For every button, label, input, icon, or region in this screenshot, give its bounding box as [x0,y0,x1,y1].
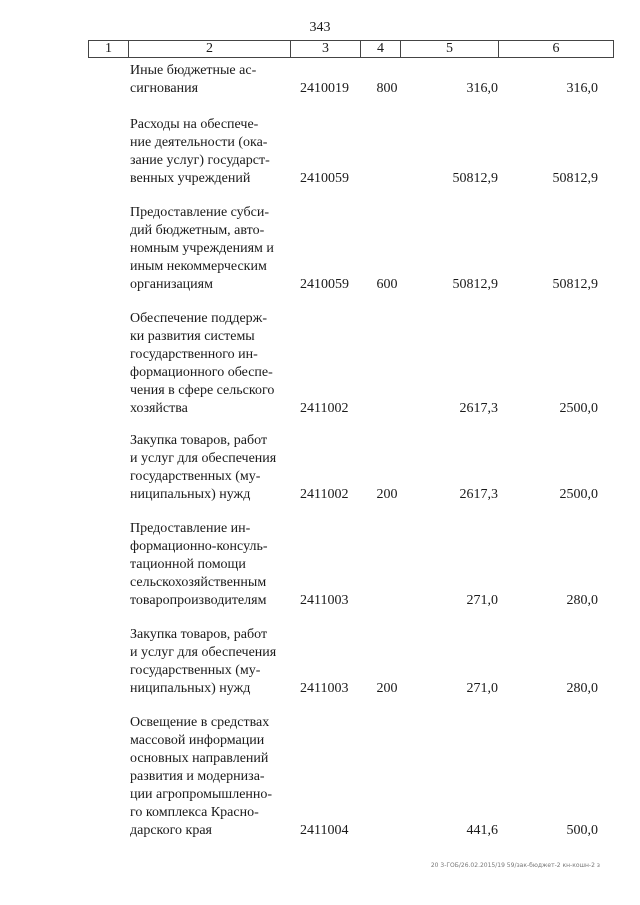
description-line: зание услуг) государст- [130,153,270,168]
description-line: ниципальных) нужд [130,681,251,696]
row-amount-2016: 280,0 [566,681,598,696]
row-expense-type: 600 [376,277,398,292]
description-line: чения в сфере сельского [130,383,275,398]
description-line: дий бюджетным, авто- [130,223,265,238]
description-line: го комплекса Красно- [130,805,259,820]
description-line: Иные бюджетные ас- [130,63,257,78]
description-line: основных направлений [130,751,269,766]
col-number-2: 2 [129,41,291,58]
row-code: 2410059 [300,277,349,292]
row-amount-2016: 2500,0 [559,487,598,502]
row-amount-2016: 50812,9 [552,277,598,292]
row-amount-2016: 316,0 [566,81,598,96]
description-line: Предоставление субси- [130,205,269,220]
row-amount-2015: 271,0 [466,593,498,608]
footer-stamp: 20 3-ГОБ/26.02.2015/19 59/зак-бюджет-2 кн-кошн-2 з [430,862,600,869]
row-description [130,626,290,698]
description-line: дарского края [130,823,212,838]
row-amount-2016: 2500,0 [559,401,598,416]
description-line: ниципальных) нужд [130,487,251,502]
description-line: государственных (му- [130,469,261,484]
description-line: формационно-консуль- [130,539,268,554]
description-line: организациям [130,277,213,292]
description-line: и услуг для обеспечения [130,645,277,660]
row-description [130,520,290,610]
description-line: Обеспечение поддерж- [130,311,268,326]
row-amount-2015: 271,0 [466,681,498,696]
description-line: ции агропромышленно- [130,787,273,802]
description-line: Предоставление ин- [130,521,251,536]
col-number-6: 6 [499,41,614,58]
description-line: сельскохозяйственным [130,575,267,590]
row-amount-2016: 50812,9 [552,171,598,186]
row-code: 2411003 [300,681,349,696]
row-amount-2015: 2617,3 [459,401,498,416]
description-line: ние деятельности (ока- [130,135,268,150]
description-line: Закупка товаров, работ [130,433,268,448]
description-line: массовой информации [130,733,265,748]
row-description [130,714,290,840]
row-amount-2015: 50812,9 [452,171,498,186]
row-expense-type: 200 [376,487,398,502]
row-description [130,62,290,98]
row-amount-2015: 2617,3 [459,487,498,502]
description-line: иным некоммерческим [130,259,267,274]
row-description [130,116,290,188]
description-line: формационного обеспе- [130,365,273,380]
row-amount-2016: 280,0 [566,593,598,608]
description-line: ки развития системы [130,329,255,344]
description-line: Расходы на обеспече- [130,117,259,132]
row-code: 2411002 [300,401,349,416]
description-line: и услуг для обеспечения [130,451,277,466]
page-number: 343 [309,20,331,35]
description-line: государственных (му- [130,663,261,678]
description-line: Закупка товаров, работ [130,627,268,642]
row-code: 2411003 [300,593,349,608]
row-code: 2411004 [300,823,349,838]
row-code: 2410019 [300,81,349,96]
row-description [130,310,290,418]
col-number-3: 3 [291,41,361,58]
description-line: государственного ин- [130,347,258,362]
description-line: развития и модерниза- [130,769,265,784]
row-amount-2015: 441,6 [466,823,498,838]
description-line: Освещение в средствах [130,715,270,730]
col-number-1: 1 [89,41,129,58]
description-line: венных учреждений [130,171,251,186]
row-code: 2410059 [300,171,349,186]
description-line: сигнования [130,81,199,96]
row-amount-2016: 500,0 [566,823,598,838]
col-number-5: 5 [401,41,499,58]
row-amount-2015: 50812,9 [452,277,498,292]
row-code: 2411002 [300,487,349,502]
row-description [130,204,290,294]
row-amount-2015: 316,0 [466,81,498,96]
description-line: товаропроизводителям [130,593,267,608]
col-number-4: 4 [361,41,401,58]
row-description [130,432,290,504]
description-line: хозяйства [130,401,188,416]
description-line: номным учреждениям и [130,241,274,256]
row-expense-type: 800 [376,81,398,96]
description-line: тационной помощи [130,557,246,572]
row-expense-type: 200 [376,681,398,696]
